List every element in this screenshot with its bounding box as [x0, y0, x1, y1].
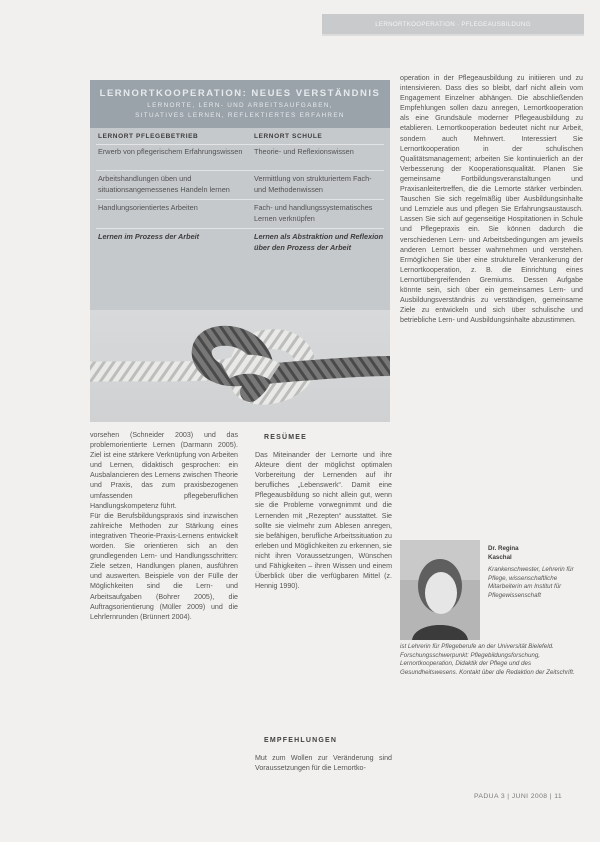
- author-bio: Krankenschwester, Lehrerin für Pflege, wissenschaftliche Mitarbeiterin am Institut für Pflegewissenschaft: [488, 566, 574, 599]
- col-head-right: LERNORT SCHULE: [254, 133, 323, 140]
- paragraph: Für die Berufsbildungspraxis sind inzwischen zahlreiche Methoden zur Stärkung eines integrativen Theorie-Praxis-Lernens entwickelt worden. Sie orientieren sich an den grundlegenden Lern- und Handlungsschritten: Ziele setzen, Handlungen planen, ausführen und auswerten. Beispiele von der Fülle der Möglichkeiten sind die Lern- und Arbeitsaufgaben (Bohrer 2005), die Auftragsorientierung (Müller 2009) und die Lehrlernrunden (Brünnert 2004).: [90, 511, 238, 621]
- knot-photo: [90, 310, 390, 422]
- table-cell-right: Fach- und handlungssystematisches Lernen verknüpfen: [254, 203, 373, 223]
- table-cell-right-emphasis: Lernen als Abstraktion und Reflexion über den Prozess der Arbeit: [254, 232, 384, 252]
- box-subtitle-line1: LERNORTE, LERN- UND ARBEITSAUFGABEN,: [147, 102, 333, 109]
- author-meta: [488, 545, 584, 601]
- table-cell-left: Erwerb von pflegerischem Erfahrungswissen: [98, 147, 243, 156]
- col-head-left: LERNORT PFLEGEBETRIEB: [98, 133, 199, 140]
- table-rule: [96, 170, 384, 171]
- paragraph: vorsehen (Schneider 2003) und das problemorientierte Lernen (Darmann 2005). Ziel ist eine stärkere Verknüpfung von Arbeiten und Lernen, didaktisch gesprochen: ein Ausbalancieren des Lernens zwischen Theorie und Praxis, das zum praxisbezogenen umfassenden pflegeberuflichen Handlungskompetenz führt.: [90, 431, 238, 510]
- table-rule: [96, 144, 384, 145]
- column-1: [90, 430, 238, 622]
- author-name-line2: Kaschal: [488, 553, 512, 561]
- table-rule: [96, 228, 384, 229]
- running-head: [322, 14, 584, 34]
- comparison-table: [90, 128, 390, 310]
- box-subtitle-line2: SITUATIVES LERNEN, REFLEKTIERTES ERFAHREN: [135, 112, 345, 119]
- heading-empfehlungen: EMPFEHLUNGEN: [264, 737, 338, 744]
- page-footer: PADUA 3 | JUNI 2008 | 11: [474, 793, 563, 800]
- box-title-text: LERNORTKOOPERATION: NEUES VERSTÄNDNIS: [99, 88, 381, 99]
- resumee-text: Das Miteinander der Lernorte und ihre Akteure dient der möglichst optimalen Vorbereitung der Lernenden auf ihr berufliches „Lebenswerk“. Damit eine Pflegeausbildung so nicht allein gut, wenn sie die Probleme vorwegnimmt und die Lernenden mit „Rezepten“ ausstattet. Sie sollte sie vielmehr zum Ablesen anregen, sie befähigen, berufliche Arbeitssituation zu erleben und Möglichkeiten zu erkennen, sie nicht ihren Voraussetzungen, Wünschen und Fähigkeiten – ihren Wissen und einem Überblick über die verfügbaren Mittel (z. Hennig 1990).: [255, 451, 392, 591]
- table-cell-left: Arbeitshandlungen üben und situationsangemessenes Handeln lernen: [98, 174, 230, 194]
- portrait-image: [400, 540, 480, 640]
- table-cell-left: Handlungsorientiertes Arbeiten: [98, 203, 198, 212]
- running-head-text: LERNORTKOOPERATION · PFLEGEAUSBILDUNG: [375, 20, 531, 28]
- column-3: operation in der Pflegeausbildung zu initiieren und zu intensivieren. Dass dies so bleibt, darf nicht allein vom Engagement Einzelner abhängen. Die abschließenden Empfehlungen sollen dazu anregen, Lernortkooperation als eine Grundsäule moderner Pflegeausbildung zu etablieren. Lernortkooperation bedeutet nicht nur Arbeit, sondern auch Mehrwert. Interessiert Sie Lernortkooperation in der schulischen Qualitätsmanagement; arbeiten Sie kontinuierlich an der Verbesserung der Kooperationsqualität. Planen Sie gemeinsame Fortbildungsveranstaltungen und Praxisanleitertreffen, die die Lernorte stärker verbinden. Tauschen Sie sich regelmäßig über Ausbildungsinhalte und Lernziele aus und pflegen Sie Erfahrungsaustausch. Lassen Sie sich auf gegenseitige Hospitationen in Schule und Pflegepraxis ein. Sie können dadurch die verschiedenen Lern- und Arbeitsbedingungen am jeweils anderen Lernort besser wahrnehmen und verstehen. Ermöglichen Sie über eine strukturelle Verankerung der Lernortkooperation, z. B. die Einrichtung eines Lernortübergreifenden Gremiums. Dessen Aufgabe könnte sein, sich über ein gemeinsames Lern- und Ausbildungsverständnis zu verständigen, gemeinsame Ziele zu entwickeln und sich über schulische und betriebliche Lern- und Ausbildungsinhalte abzustimmen.: [400, 74, 583, 325]
- author-caption: ist Lehrerin für Pflegeberufe an der Universität Bielefeld. Forschungsschwerpunkt: Pflegebildungsforschung, Lernortkooperation, Didaktik der Pflege und des Gesundheitswesens. Kontakt über die Redaktion der Zeitschrift.: [400, 643, 575, 676]
- author-photo: [400, 540, 480, 640]
- box-title: [90, 80, 390, 128]
- empfehlungen-text: Mut zum Wollen zur Veränderung sind Voraussetzungen für die Lernortko-: [255, 754, 392, 773]
- table-cell-right: Vermittlung von strukturiertem Fach- und Methodenwissen: [254, 174, 372, 194]
- table-cell-right: Theorie- und Reflexionswissen: [254, 147, 354, 156]
- table-rule: [96, 199, 384, 200]
- heading-resumee: RESÜMEE: [264, 434, 308, 441]
- header-rule: [322, 34, 584, 36]
- knot-image: [90, 310, 390, 422]
- author-name-line1: Dr. Regina: [488, 545, 519, 552]
- table-cell-left-emphasis: Lernen im Prozess der Arbeit: [98, 232, 200, 241]
